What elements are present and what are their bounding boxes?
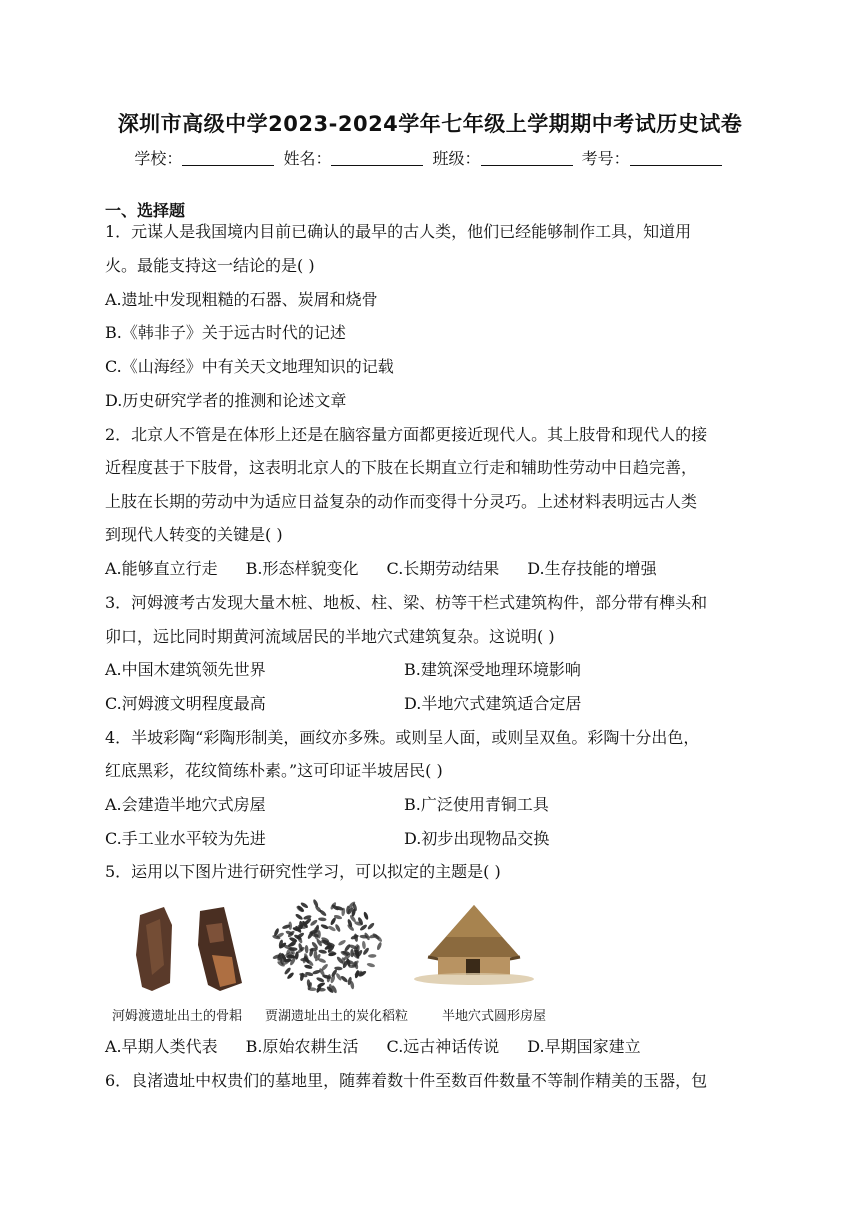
rice-grains-image — [272, 899, 383, 994]
q2-stem-line-2: 近程度甚于下肢骨，这表明北京人的下肢在长期直立行走和辅助性劳动中日趋完善， — [105, 458, 698, 477]
bone-spade-image — [136, 907, 242, 991]
school-label: 学校： — [134, 149, 183, 168]
section-heading: 一、选择题 — [105, 201, 186, 220]
q1-option-c: C.《山海经》中有关天文地理知识的记载 — [105, 357, 394, 376]
q5-option-c: C.远古神话传说 — [386, 1037, 500, 1056]
q3-option-d: D.半地穴式建筑适合定居 — [404, 694, 582, 713]
q4-option-a: A.会建造半地穴式房屋 — [105, 795, 266, 814]
class-label: 班级： — [432, 149, 481, 168]
q2-stem-line-1: 2．北京人不管是在体形上还是在脑容量方面都更接近现代人。其上肢骨和现代人的接 — [105, 425, 708, 444]
round-hut-image — [414, 905, 534, 985]
q5-figure-images — [112, 895, 562, 1005]
exam-number-label: 考号： — [581, 149, 630, 168]
q2-stem-line-4: 到现代人转变的关键是( ) — [105, 525, 283, 544]
name-blank[interactable] — [331, 149, 423, 166]
exam-title: 深圳市高级中学2023-2024学年七年级上学期期中考试历史试卷 — [117, 112, 743, 136]
name-label: 姓名： — [283, 149, 332, 168]
q4-stem-line-1: 4．半坡彩陶“彩陶形制美，画纹亦多殊。或则呈人面，或则呈双鱼。彩陶十分出色， — [105, 728, 700, 747]
q6-stem-line-1: 6．良渚遗址中权贵们的墓地里，随葬着数十件至数百件数量不等制作精美的玉器，包 — [105, 1071, 708, 1090]
q3-stem-line-1: 3．河姆渡考古发现大量木桩、地板、柱、梁、枋等干栏式建筑构件，部分带有榫头和 — [105, 593, 708, 612]
q1-stem-line-2: 火。最能支持这一结论的是( ) — [105, 256, 315, 275]
q5-caption-2: 贾湖遗址出土的炭化稻粒 — [265, 1009, 409, 1024]
q5-stem-line-1: 5．运用以下图片进行研究性学习，可以拟定的主题是( ) — [105, 862, 501, 881]
q5-caption-1: 河姆渡遗址出土的骨耜 — [112, 1009, 243, 1024]
q3-stem-line-2: 卯口，远比同时期黄河流域居民的半地穴式建筑复杂。这说明( ) — [105, 627, 555, 646]
q5-caption-3: 半地穴式圆形房屋 — [442, 1009, 547, 1024]
student-info-row — [0, 146, 860, 169]
school-blank[interactable] — [182, 149, 274, 166]
q3-option-c: C.河姆渡文明程度最高 — [105, 694, 266, 713]
q1-option-b: B.《韩非子》关于远古时代的记述 — [105, 323, 346, 342]
q1-option-a: A.遗址中发现粗糙的石器、炭屑和烧骨 — [105, 290, 378, 309]
q1-option-d: D.历史研究学者的推测和论述文章 — [105, 391, 347, 410]
q3-option-b: B.建筑深受地理环境影响 — [404, 660, 581, 679]
q2-option-d: D.生存技能的增强 — [527, 559, 657, 578]
q2-option-a: A.能够直立行走 — [105, 559, 218, 578]
q4-option-c: C.手工业水平较为先进 — [105, 829, 266, 848]
q5-option-b: B.原始农耕生活 — [245, 1037, 359, 1056]
q1-stem-line-1: 1．元谋人是我国境内目前已确认的最早的古人类，他们已经能够制作工具，知道用 — [105, 222, 692, 241]
q3-option-a: A.中国木建筑领先世界 — [105, 660, 266, 679]
q5-option-d: D.早期国家建立 — [527, 1037, 641, 1056]
q2-option-c: C.长期劳动结果 — [386, 559, 500, 578]
q2-option-b: B.形态样貌变化 — [245, 559, 359, 578]
q5-option-a: A.早期人类代表 — [105, 1037, 218, 1056]
class-blank[interactable] — [481, 149, 573, 166]
q2-stem-line-3: 上肢在长期的劳动中为适应日益复杂的动作而变得十分灵巧。上述材料表明远古人类 — [105, 492, 698, 511]
q4-stem-line-2: 红底黑彩，花纹简练朴素。”这可印证半坡居民( ) — [105, 761, 443, 780]
q5-options — [105, 1037, 669, 1057]
q2-options — [105, 559, 685, 579]
q5-figure — [112, 895, 562, 1025]
q4-option-b: B.广泛使用青铜工具 — [404, 795, 549, 814]
exam-number-blank[interactable] — [630, 149, 722, 166]
q4-option-d: D.初步出现物品交换 — [404, 829, 550, 848]
